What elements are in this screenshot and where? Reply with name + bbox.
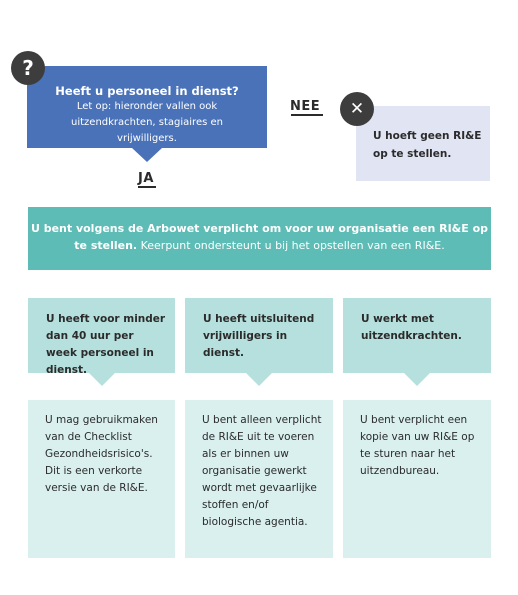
result-box-1 — [28, 400, 175, 558]
condition-text-3: U werkt met uitzendkrachten. — [361, 313, 462, 342]
no-underline — [291, 114, 323, 116]
result-box-2 — [185, 400, 333, 558]
yes-label: JA — [138, 171, 154, 186]
yes-underline — [138, 186, 156, 188]
banner-bold-text: U bent volgens de Arbowet verplicht om voor uw organisatie een RI&E op te stellen. — [30, 222, 489, 252]
result-text-3: U bent verplicht een kopie van uw RI&E op te sturen naar het uitzendbureau. — [360, 414, 475, 477]
condition-pointer-3 — [404, 373, 430, 386]
obligation-banner — [28, 207, 491, 270]
question-pointer — [132, 148, 162, 162]
no-result-box — [356, 106, 490, 181]
condition-box-3 — [343, 298, 491, 373]
question-mark-icon: ? — [11, 51, 45, 85]
condition-pointer-2 — [246, 373, 272, 386]
result-box-3 — [343, 400, 491, 558]
condition-text-2: U heeft uitsluitend vrijwilligers in dienst. — [203, 313, 315, 359]
condition-text-1: U heeft voor minder dan 40 uur per week personeel in dienst. — [46, 313, 166, 376]
no-result-text: U hoeft geen RI&E op te stellen. — [373, 130, 482, 160]
close-icon: ✕ — [340, 92, 374, 126]
result-text-2: U bent alleen verplicht de RI&E uit te voeren als er binnen uw organisatie gewerkt wordt met gevaarlijke stoffen en/of biologische agentia. — [202, 414, 322, 528]
condition-box-2 — [185, 298, 333, 373]
question-subtitle: Let op: hieronder vallen ook uitzendkrachten, stagiaires en vrijwilligers. — [71, 101, 223, 144]
banner-text: Keerpunt ondersteunt u bij het opstellen van een RI&E. — [137, 239, 445, 252]
condition-box-1 — [28, 298, 175, 376]
condition-pointer-1 — [89, 373, 115, 386]
question-title: Heeft u personeel in dienst? — [55, 84, 239, 98]
question-box — [27, 66, 267, 148]
no-label: NEE — [290, 99, 321, 114]
result-text-1: U mag gebruikmaken van de Checklist Gezondheidsrisico's. Dit is een verkorte versie van de RI&E. — [45, 414, 158, 494]
